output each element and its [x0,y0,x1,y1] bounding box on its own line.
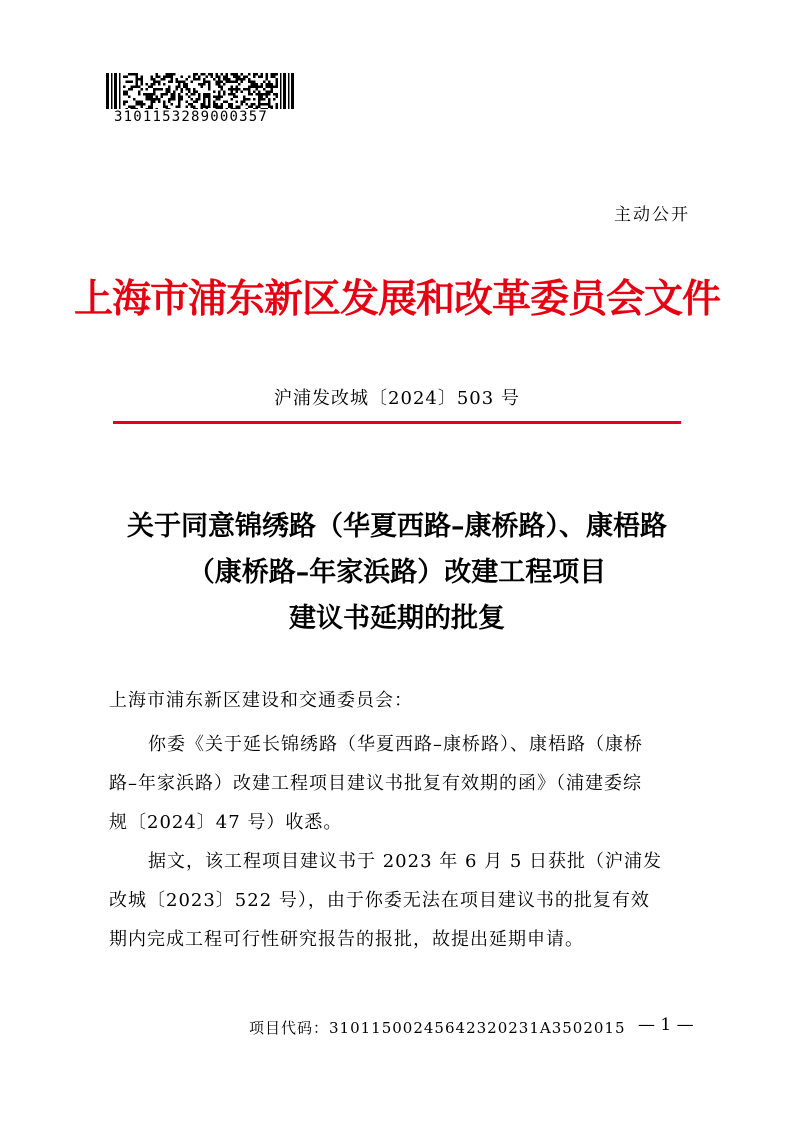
paragraph-1-line-3: 规〔2024〕47 号）收悉。 [109,812,343,833]
barcode-number: 3101153289000357 [114,109,269,125]
paragraph-1-line-2: 路–年家浜路）改建工程项目建议书批复有效期的函》（浦建委综 [109,773,642,794]
document-title-line-1: 关于同意锦绣路（华夏西路–康桥路）、康梧路 [127,511,667,542]
red-divider [113,421,681,424]
page-number: — 1 — [638,1015,694,1035]
disclosure-label: 主动公开 [614,205,690,225]
issuer-title: 上海市浦东新区发展和改革委员会文件 [73,276,720,322]
paragraph-1-line-1: 你委《关于延长锦绣路（华夏西路–康桥路）、康梧路（康桥 [148,734,643,755]
paragraph-2-line-3: 期内完成工程可行性研究报告的报批，故提出延期申请。 [109,929,584,950]
paragraph-2-line-2: 改城〔2023〕522 号），由于你委无法在项目建议书的批复有效 [109,890,650,911]
barcode [106,73,296,109]
recipient: 上海市浦东新区建设和交通委员会： [109,690,413,711]
project-code: 项目代码：31011500245642320231A3502015 [249,1019,626,1037]
document-number: 沪浦发改城〔2024〕503 号 [274,388,520,409]
document-title-line-3: 建议书延期的批复 [289,603,505,634]
paragraph-2-line-1: 据文，该工程项目建议书于 2023 年 6 月 5 日获批（沪浦发 [148,851,663,872]
document-title-line-2: （康桥路–年家浜路）改建工程项目 [187,557,607,588]
